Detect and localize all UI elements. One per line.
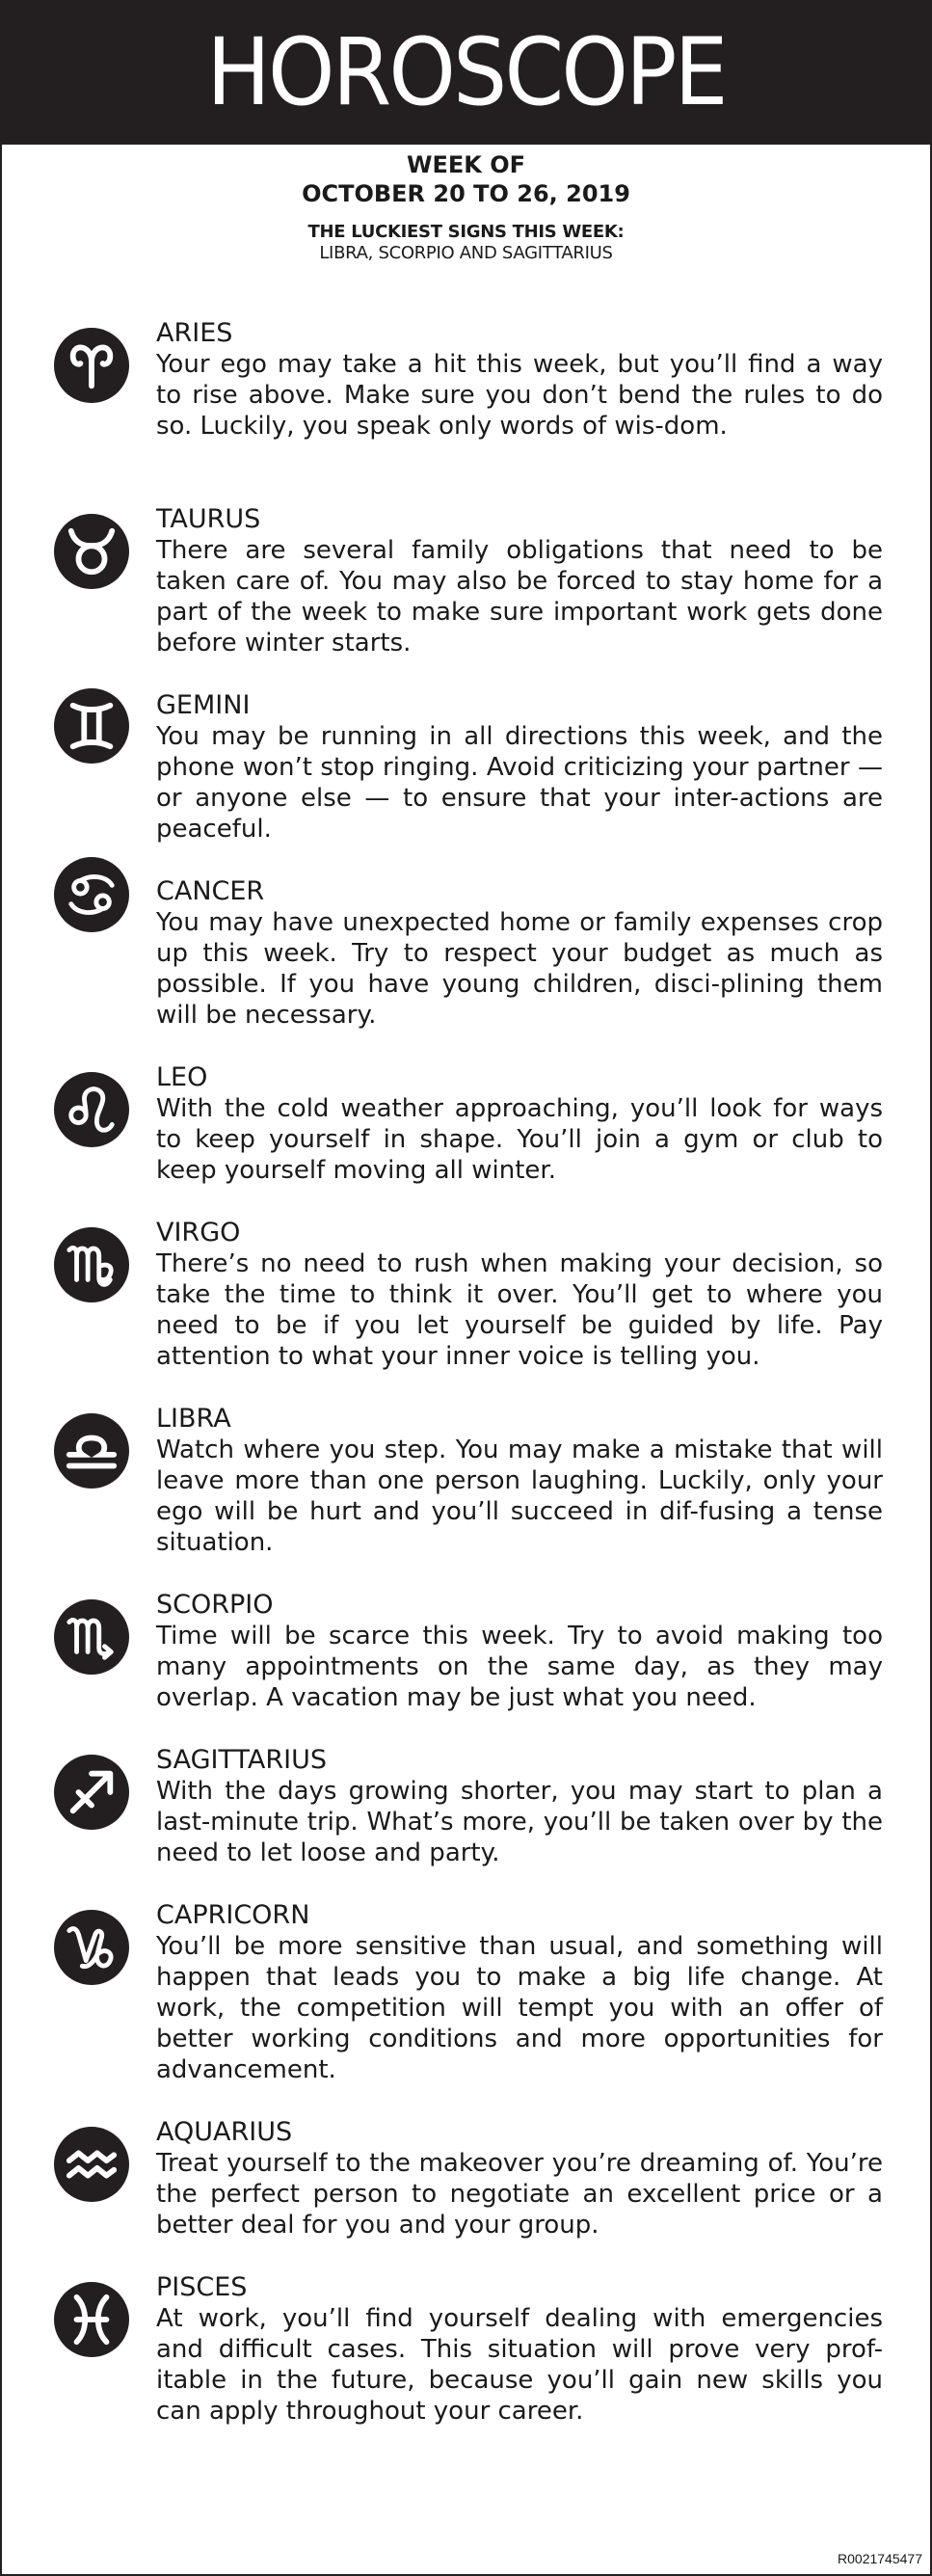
week-dates: OCTOBER 20 TO 26, 2019 (302, 180, 630, 207)
sagittarius-icon (54, 1755, 129, 1830)
virgo-icon (54, 1227, 129, 1302)
sign-name: ARIES (156, 318, 233, 348)
week-of-label: WEEK OF (406, 151, 525, 178)
sign-name: VIRGO (156, 1218, 241, 1248)
sign-description: At work, you’ll find yourself dealing with emergencies and difficult cases. This situation will prove very prof-itable in the future, because you’ll gain new skills you can apply throughout your career. (156, 2304, 883, 2426)
sign-description: With the days growing shorter, you may start to plan a last-minute trip. What’s more, you’ll be taken over by the need to let loose and party. (156, 1777, 883, 1867)
sign-description: There’s no need to rush when making your decision, so take the time to think it over. You’ll get to where you need to be if you let yourself be guided by life. Pay attention to what your inner voice is telling you. (156, 1249, 883, 1371)
title-banner (0, 0, 932, 145)
sign-description: Treat yourself to the makeover you’re dreaming of. You’re the perfect person to negotiate an excellent price or a better deal for you and your group. (156, 2149, 883, 2240)
libra-icon (54, 1413, 129, 1489)
sign-description: Time will be scarce this week. Try to avoid making too many appointments on the same day, as they may overlap. A vacation may be just what you need. (156, 1622, 883, 1712)
week-header (0, 150, 932, 264)
taurus-icon (54, 514, 129, 589)
sign-description: Your ego may take a hit this week, but you’ll find a way to rise above. Make sure you don’t bend the rules to do so. Luckily, you speak only words of wis-dom. (156, 350, 883, 441)
sign-name: CANCER (156, 876, 265, 906)
lucky-signs-list: LIBRA, SCORPIO AND SAGITTARIUS (319, 243, 613, 263)
sign-name: TAURUS (156, 504, 261, 534)
sign-description: You may have unexpected home or family expenses crop up this week. Try to respect your budget as much as possible. If you have young children, disci-plining them will be necessary. (156, 908, 883, 1030)
aries-icon (54, 328, 129, 403)
sign-name: LIBRA (156, 1404, 231, 1434)
lucky-signs-heading: THE LUCKIEST SIGNS THIS WEEK: (307, 222, 625, 242)
sign-description: You’ll be more sensitive than usual, and something will happen that leads you to make a big life change. At work, the competition will tempt you with an offer of better working conditions and more opportunities for advancement. (156, 1932, 883, 2084)
gemini-icon (54, 688, 129, 764)
sign-name: LEO (156, 1062, 208, 1092)
sign-description: With the cold weather approaching, you’ll look for ways to keep yourself in shape. You’ll join a gym or club to keep yourself moving all winter. (156, 1094, 883, 1185)
leo-icon (54, 1072, 129, 1147)
cancer-icon (54, 857, 129, 932)
capricorn-icon (54, 1910, 129, 1985)
aquarius-icon (54, 2127, 129, 2202)
page-title: HOROSCOPE (206, 18, 726, 126)
ad-reference-code: R0021745477 (838, 2551, 922, 2566)
scorpio-icon (54, 1599, 129, 1675)
sign-name: GEMINI (156, 690, 251, 720)
sign-name: CAPRICORN (156, 1900, 310, 1930)
sign-name: AQUARIUS (156, 2117, 293, 2147)
sign-description: You may be running in all directions this week, and the phone won’t stop ringing. Avoid criticizing your partner — or anyone else — to ensure that your inter-actions are peaceful. (156, 722, 883, 844)
sign-name: SCORPIO (156, 1590, 274, 1620)
sign-name: SAGITTARIUS (156, 1745, 328, 1775)
sign-description: Watch where you step. You may make a mistake that will leave more than one person laughing. Luckily, only your ego will be hurt and you’ll succeed in dif-fusing a tense situation. (156, 1436, 883, 1557)
sign-name: PISCES (156, 2272, 248, 2302)
pisces-icon (54, 2282, 129, 2357)
sign-description: There are several family obligations that need to be taken care of. You may also be forced to stay home for a part of the week to make sure important work gets done before winter starts. (156, 536, 883, 657)
